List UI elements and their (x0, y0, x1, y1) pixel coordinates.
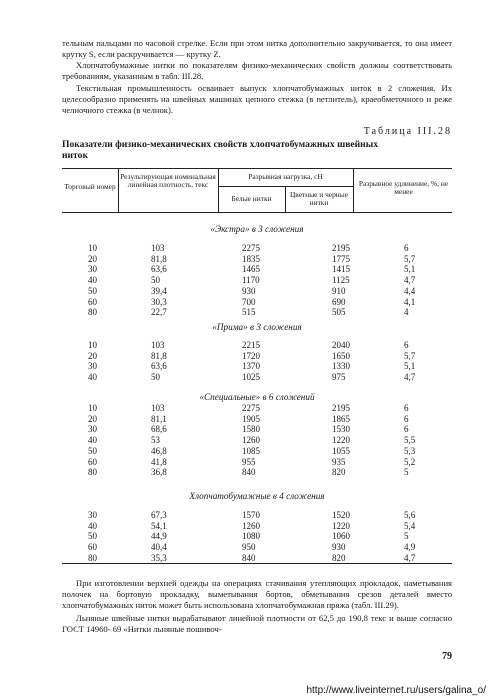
table-cell: 505 (332, 307, 346, 318)
table-cell: 1530 (332, 424, 350, 435)
table-row (62, 467, 452, 478)
header-white-threads: Белые нитки (231, 194, 272, 203)
table-cell: 1220 (332, 520, 350, 531)
table-cell: 5,7 (404, 253, 416, 264)
header-bottom-rule (62, 212, 452, 213)
table-cell: 30 (88, 510, 97, 520)
table-cell: 41,8 (151, 456, 167, 467)
header-elongation: Разрывное удлинение, %, не менее (358, 179, 449, 197)
header-divider (353, 168, 354, 212)
table-cell: 81,1 (151, 413, 167, 424)
table-cell: 4,9 (404, 542, 416, 553)
table-cell: 5,4 (404, 520, 416, 531)
table-cell: 35,3 (151, 552, 167, 563)
table-cell: 68,6 (151, 424, 167, 435)
table-cell: 6 (404, 340, 409, 350)
table-row (62, 264, 452, 275)
table-row (62, 254, 452, 265)
table-row (62, 457, 452, 468)
paragraph-twist: тельным пальцами по часовой стрелке. Если при этом нитка дополнительно закручивается, то она имеет крутку S, если раскручивается — крутку Z. (62, 38, 452, 60)
table-cell: 840 (242, 467, 256, 478)
table-cell: 1520 (332, 510, 350, 520)
table-cell: 910 (332, 285, 346, 296)
table-cell: 6 (404, 403, 409, 413)
header-linear-density: Результирующая номинальная линейная плотность, текс (120, 172, 216, 190)
table-row (62, 243, 452, 254)
table-row (62, 531, 452, 542)
table-row (62, 286, 452, 297)
table-row (62, 403, 452, 414)
table-row (62, 372, 452, 383)
table-cell: 50 (88, 285, 97, 296)
table-section-title: «Специальные» в 6 сложений (199, 392, 315, 402)
table-row (62, 414, 452, 425)
table-cell: 30 (88, 264, 97, 275)
table-cell: 1370 (242, 361, 260, 372)
table-cell: 46,8 (151, 445, 167, 456)
table-cell: 1865 (332, 413, 350, 424)
table-cell: 700 (242, 296, 256, 307)
table-row (62, 297, 452, 308)
table-row (62, 446, 452, 457)
table-cell: 4,7 (404, 552, 416, 563)
table-cell: 60 (88, 542, 97, 553)
table-cell: 930 (332, 542, 346, 553)
table-cell: 1260 (242, 520, 260, 531)
table-cell: 40,4 (151, 542, 167, 553)
table-title: Показатели физико-механических свойств хлопчатобумажных швейных ниток (62, 139, 378, 161)
table-cell: 10 (88, 243, 97, 253)
table-cell: 40 (88, 372, 97, 383)
table-cell: 2275 (242, 403, 260, 413)
table-cell: 950 (242, 542, 256, 553)
table-cell: 955 (242, 456, 256, 467)
table-cell: 10 (88, 340, 97, 350)
table-cell: 1905 (242, 413, 260, 424)
table-cell: 4,7 (404, 275, 416, 286)
table-cell: 820 (332, 552, 346, 563)
table-row (62, 361, 452, 372)
table-cell: 4 (404, 307, 409, 318)
table-cell: 930 (242, 285, 256, 296)
table-cell: 5,1 (404, 264, 416, 275)
table-cell: 2195 (332, 403, 350, 413)
table-cell: 103 (151, 403, 165, 413)
table-cell: 44,9 (151, 531, 167, 542)
table-row (62, 275, 452, 286)
table-cell: 30,3 (151, 296, 167, 307)
table-cell: 63,6 (151, 361, 167, 372)
paragraph-outerwear: При изготовлении верхней одежды на операциях стачивания утепляющих прокладок, наметывания полочек на бортовую прокладку, выметывания бортов, обметывания срезов деталей вместо хлопчатобумажных ниток может быть использована хлопчатобумажная пряжа (табл. III.29). (62, 578, 452, 611)
table-cell: 80 (88, 467, 97, 478)
table-cell: 60 (88, 456, 97, 467)
table-cell: 103 (151, 243, 165, 253)
table-cell: 10 (88, 403, 97, 413)
table-cell: 80 (88, 307, 97, 318)
table-row (62, 542, 452, 553)
table-cell: 30 (88, 361, 97, 372)
page-number: 79 (442, 651, 452, 662)
table-cell: 1025 (242, 372, 260, 383)
header-breaking-load: Разрывная нагрузка, сН (248, 172, 323, 181)
table-cell: 1415 (332, 264, 350, 275)
table-cell: 1330 (332, 361, 350, 372)
table-cell: 1055 (332, 445, 350, 456)
table-cell: 1775 (332, 253, 350, 264)
table-cell: 5,2 (404, 456, 416, 467)
table-row (62, 340, 452, 351)
table-cell: 50 (88, 445, 97, 456)
table-cell: 1580 (242, 424, 260, 435)
table-cell: 2040 (332, 340, 350, 350)
paragraph-industry: Текстильная промышленность осваивает выпуск хлопчатобумажных ниток в 2 сложения. Их целесообразно применять на швейных машинах цепного стежка (в петлитель), краеобметочного и реже челночного стежка (в челнок). (62, 83, 452, 116)
table-cell: 975 (332, 372, 346, 383)
table-cell: 40 (88, 520, 97, 531)
table-cell: 22,7 (151, 307, 167, 318)
table-cell: 50 (88, 531, 97, 542)
table-cell: 1080 (242, 531, 260, 542)
paragraph-requirements: Хлопчатобумажные нитки по показателям физико-механических свойств должны соответствовать требованиям, указанным в табл. III.28. (62, 60, 452, 82)
table-cell: 39,4 (151, 285, 167, 296)
table-cell: 2215 (242, 340, 260, 350)
table-cell: 1650 (332, 350, 350, 361)
table-cell: 1260 (242, 435, 260, 446)
table-top-rule (62, 168, 452, 169)
table-row (62, 521, 452, 532)
table-cell: 40 (88, 435, 97, 446)
table-cell: 30 (88, 424, 97, 435)
table-section-title: Хлопчатобумажные в 4 сложения (189, 491, 325, 501)
table-cell: 1060 (332, 531, 350, 542)
table-cell: 820 (332, 467, 346, 478)
header-colored-threads: Цветные и черные нитки (289, 190, 349, 208)
table-cell: 4,7 (404, 372, 416, 383)
table-cell: 1465 (242, 264, 260, 275)
table-section-title: «Экстра» в 3 сложения (210, 224, 304, 234)
header-divider (218, 168, 219, 212)
table-cell: 690 (332, 296, 346, 307)
table-cell: 1720 (242, 350, 260, 361)
header-divider (285, 186, 286, 212)
table-cell: 54,1 (151, 520, 167, 531)
table-cell: 4,4 (404, 285, 416, 296)
paragraph-linen: Льняные швейные нитки вырабатывают линейной плотности от 62,5 до 190,8 текс и выше согласно ГОСТ 14960- 69 «Нитки льняные пошивоч- (62, 613, 452, 635)
table-cell: 4,1 (404, 296, 416, 307)
table-cell: 5 (404, 531, 409, 542)
table-cell: 5,1 (404, 361, 416, 372)
table-cell: 935 (332, 456, 346, 467)
table-cell: 1570 (242, 510, 260, 520)
table-row (62, 307, 452, 318)
table-cell: 40 (88, 275, 97, 286)
table-cell: 5,6 (404, 510, 416, 520)
table-cell: 6 (404, 413, 409, 424)
table-cell: 20 (88, 350, 97, 361)
table-cell: 2275 (242, 243, 260, 253)
table-cell: 6 (404, 424, 409, 435)
header-trade-number: Торговый номер (64, 182, 116, 191)
table-row (62, 510, 452, 521)
table-cell: 50 (151, 275, 160, 286)
table-row (62, 424, 452, 435)
table-cell: 5,5 (404, 435, 416, 446)
table-cell: 20 (88, 253, 97, 264)
table-section-title: «Прима» в 3 сложения (212, 322, 302, 332)
table-cell: 840 (242, 552, 256, 563)
table-cell: 1220 (332, 435, 350, 446)
table-cell: 67,3 (151, 510, 167, 520)
table-cell: 80 (88, 552, 97, 563)
table-row (62, 351, 452, 362)
table-cell: 60 (88, 296, 97, 307)
table-cell: 1170 (242, 275, 260, 286)
table-cell: 81,8 (151, 253, 167, 264)
watermark-url: http://www.liveinternet.ru/users/galina_o/ (306, 685, 486, 696)
table-label: Таблица III.28 (363, 126, 452, 137)
table-cell: 20 (88, 413, 97, 424)
table-cell: 515 (242, 307, 256, 318)
table-bottom-rule (62, 563, 452, 564)
table-cell: 53 (151, 435, 160, 446)
header-divider (118, 168, 119, 212)
table-cell: 5,3 (404, 445, 416, 456)
table-cell: 1835 (242, 253, 260, 264)
table-cell: 6 (404, 243, 409, 253)
table-cell: 63,6 (151, 264, 167, 275)
table-cell: 1085 (242, 445, 260, 456)
table-cell: 103 (151, 340, 165, 350)
table-cell: 5 (404, 467, 409, 478)
table-cell: 5,7 (404, 350, 416, 361)
table-row (62, 435, 452, 446)
table-cell: 2195 (332, 243, 350, 253)
table-cell: 1125 (332, 275, 350, 286)
table-cell: 36,8 (151, 467, 167, 478)
table-cell: 81,8 (151, 350, 167, 361)
table-cell: 50 (151, 372, 160, 383)
